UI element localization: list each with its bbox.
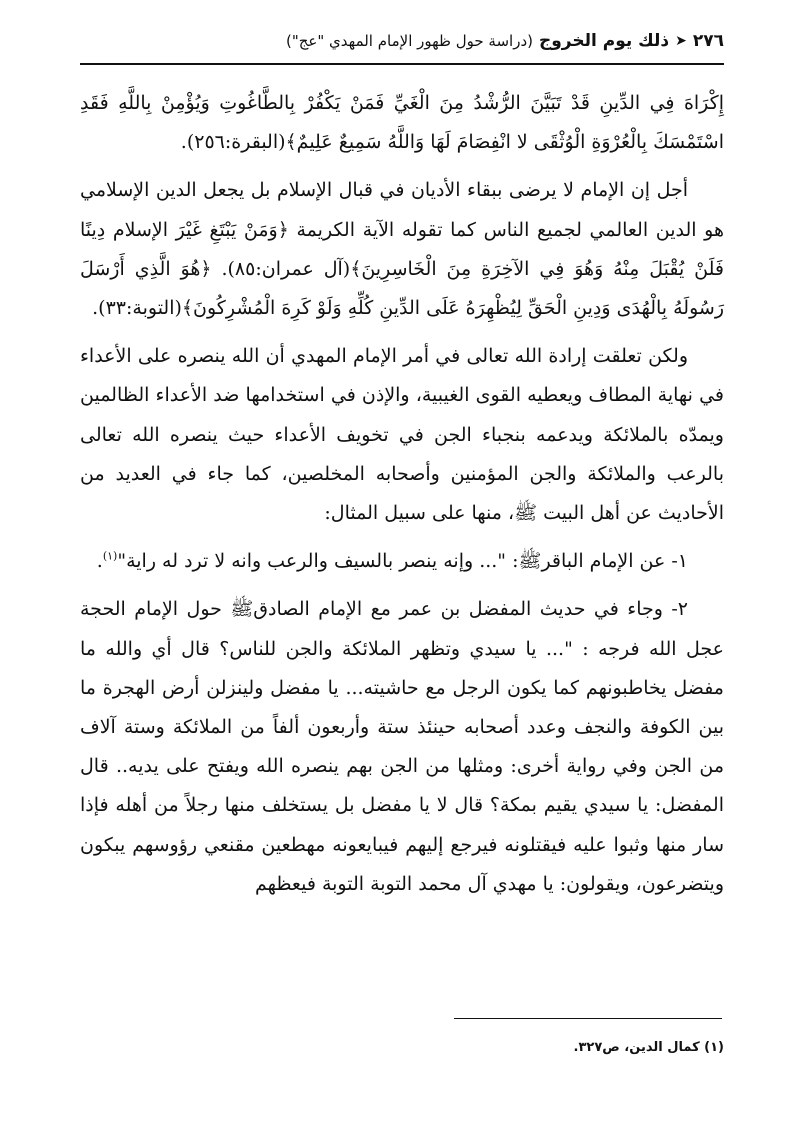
arrow-icon: ➤	[675, 33, 687, 49]
main-text	[80, 84, 724, 913]
paragraph-3-text: ولكن تعلقت إرادة الله تعالى في أمر الإمام المهدي أن الله ينصره على الأعداء في نهاية المطاف ويعطيه القوى الغيبية، والإذن في استخدامها ضد الأعداء الظالمين ويمدّه بالملائكة ويدعمه بنجباء الجن في تخويف الأعداء حيث ينصره الله تعالى بالرعب والملائكة والجن المؤمنين وأصحابه المخلصين، كما جاء في العديد من الأحاديث عن أهل البيت ﷺ، منها على سبيل المثال:	[80, 345, 724, 525]
paragraph-5	[80, 590, 724, 904]
paragraph-1	[80, 84, 724, 162]
footnote-divider	[454, 1018, 722, 1019]
header-divider	[80, 63, 724, 65]
paragraph-4-end: .	[96, 550, 103, 573]
paragraph-4-text: ١- عن الإمام الباقرﷺ: "... وإنه ينصر بالسيف والرعب وانه لا ترد له راية"	[117, 550, 688, 573]
paragraph-3	[80, 337, 724, 533]
footnote-reference[interactable]: (١)	[102, 549, 118, 563]
paragraph-4	[80, 542, 724, 581]
footnote: (١) كمال الدين، ص٣٢٧.	[573, 1040, 724, 1055]
paragraph-5-text: ٢- وجاء في حديث المفضل بن عمر مع الإمام الصادقﷺ حول الإمام الحجة عجل الله فرجه : "... يا سيدي وتظهر الملائكة والجن للناس؟ قال أي والله ما مفضل يخاطبونهم كما يكون الرجل مع حاشيته... يا مفضل ولينزلن أرض الهجرة ما بين الكوفة والنجف وعدد أصحابه حينئذ ستة وأربعون ألفاً من الملائكة وستة آلاف من الجن وفي رواية أخرى: ومثلها من الجن بهم ينصره الله ويفتح على يديه.. قال المفضل: يا سيدي يقيم بمكة؟ قال لا يا مفضل بل يستخلف منها رجلاً من أهله فإذا سار منها وثبوا عليه فيقتلونه فيرجع إليهم فيبايعونه مهطعين مقنعي رؤوسهم يبكون ويتضرعون، ويقولون: يا مهدي آل محمد التوبة التوبة فيعظهم	[80, 598, 724, 895]
book-subtitle: (دراسة حول ظهور الإمام المهدي "عج")	[285, 32, 533, 50]
book-title: ذلك يوم الخروج	[538, 31, 670, 51]
paragraph-2	[80, 171, 724, 328]
running-header	[80, 24, 724, 58]
page-number: ٢٧٦	[692, 31, 724, 51]
paragraph-1-text: إِكْرَاهَ فِي الدِّينِ قَدْ تَبَيَّنَ الرُّشْدُ مِنَ الْغَيِّ فَمَنْ يَكْفُرْ بِالطَّاغُوتِ وَيُؤْمِنْ بِاللَّهِ فَقَدِ اسْتَمْسَكَ بِالْعُرْوَةِ الْوُثْقَى لا انْفِصَامَ لَهَا وَاللَّهُ سَمِيعٌ عَلِيمٌ﴾(البقرة:٢٥٦).	[80, 92, 724, 154]
paragraph-2-text: أجل إن الإمام لا يرضى ببقاء الأديان في قبال الإسلام بل يجعل الدين الإسلامي هو الدين العالمي لجميع الناس كما تقوله الآية الكريمة ﴿وَمَنْ يَبْتَغِ غَيْرَ الإسلام دِينًا فَلَنْ يُقْبَلَ مِنْهُ وَهُوَ فِي الآخِرَةِ مِنَ الْخَاسِرِينَ﴾(آل عمران:٨٥). ﴿هُوَ الَّذِي أَرْسَلَ رَسُولَهُ بِالْهُدَى وَدِينِ الْحَقِّ لِيُظْهِرَهُ عَلَى الدِّينِ كُلِّهِ وَلَوْ كَرِهَ الْمُشْرِكُونَ﴾(التوبة:٣٣).	[80, 179, 725, 320]
